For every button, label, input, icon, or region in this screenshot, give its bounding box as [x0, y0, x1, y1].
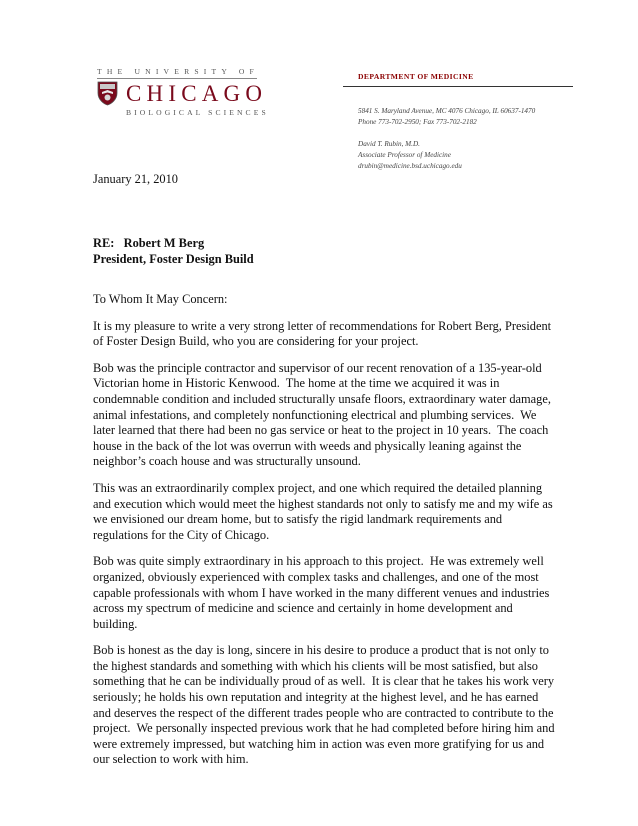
paragraph-line: neighbor’s coach house and was structurally unsound.	[93, 454, 361, 469]
sender-email: drubin@medicine.bsd.uchicago.edu	[358, 162, 462, 170]
paragraph-line: Bob is honest as the day is long, sincere in his desire to produce a product that is not only to	[93, 643, 549, 658]
body-paragraph	[93, 361, 549, 470]
logo-university-name: CHICAGO	[126, 81, 268, 106]
re-block	[93, 236, 254, 267]
re-line: RE: Robert M Berg	[93, 236, 205, 250]
paragraph-line: we envisioned our dream home, but to satisfy the rigid landmark requirements and	[93, 512, 503, 527]
department-phone-fax: Phone 773-702-2950; Fax 773-702-2182	[358, 118, 477, 126]
header-rule	[343, 86, 573, 87]
paragraph-line: and deserves the respect of the different trades people who are contracted to contribute to the	[93, 705, 554, 720]
re-title-line: President, Foster Design Build	[93, 251, 254, 266]
salutation: To Whom It May Concern:	[93, 292, 228, 306]
body-paragraph	[93, 318, 552, 350]
paragraph-line: Bob was quite simply extraordinary in his approach to this project. He was extremely well	[93, 554, 544, 569]
logo-university-line: THE UNIVERSITY OF	[97, 67, 259, 76]
body-paragraph	[93, 480, 553, 543]
paragraph-line: later learned that there had been no gas service or heat to the project in 10 years. The coach	[93, 423, 549, 438]
paragraph-line: It is my pleasure to write a very strong letter of recommendations for Robert Berg, President	[93, 318, 552, 333]
sender-name: David T. Rubin, M.D.	[358, 140, 420, 148]
paragraph-line: regulations for the City of Chicago.	[93, 527, 270, 542]
paragraph-line: project. We personally inspected previous work that he had completed before hiring him and	[93, 721, 555, 736]
paragraph-line: house in the back of the lot was overrun with weeds and physically leaning against the	[93, 438, 522, 453]
paragraph-line: This was an extraordinarily complex project, and one which required the detailed planning	[93, 480, 543, 495]
paragraph-line: of Foster Design Build, who you are considering for your project.	[93, 334, 419, 349]
paragraph-line: and execution which would meet the highest standards not only to satisfy me and my wife as	[93, 496, 553, 511]
sender-title: Associate Professor of Medicine	[358, 151, 451, 159]
department-name: DEPARTMENT OF MEDICINE	[358, 72, 474, 81]
paragraph-line: seriously; he holds his own reputation and integrity at the highest level, and he has earned	[93, 690, 539, 705]
paragraph-line: organized, obviously experienced with complex tasks and challenges, and one of the most	[93, 569, 539, 584]
logo-division: BIOLOGICAL SCIENCES	[126, 108, 269, 117]
paragraph-line: were extremely impressed, but watching him in action was even more gratifying for us and	[93, 736, 545, 751]
paragraph-line: the highest standards and something with which his clients will be most satisfied, but also	[93, 658, 538, 673]
paragraph-line: building.	[93, 616, 138, 631]
body-paragraph	[93, 554, 549, 632]
paragraph-line: Bob was the principle contractor and supervisor of our recent renovation of a 135-year-old	[93, 360, 542, 375]
paragraph-line: something that he can be individually proud of as well. It is clear that he takes his work very	[93, 674, 555, 689]
letter-date: January 21, 2010	[93, 172, 178, 186]
letter-body	[93, 292, 555, 779]
paragraph-line: capable professionals with whom I have worked in the many different venues and industries	[93, 585, 550, 600]
body-paragraph	[93, 643, 555, 768]
logo-rule	[97, 78, 257, 79]
department-address: 5841 S. Maryland Avenue, MC 4076 Chicago, IL 60637-1470	[358, 107, 536, 115]
university-logo	[95, 67, 295, 127]
body-paragraphs	[93, 318, 555, 768]
paragraph-line: Victorian home in Historic Kenwood. The home at the time we acquired it was in	[93, 376, 500, 391]
paragraph-line: our selection to work with him.	[93, 752, 249, 767]
paragraph-line: animal infestations, and completely nonfunctioning electrical and plumbing services. We	[93, 407, 537, 422]
paragraph-line: across my spectrum of medicine and science and certainly in home development and	[93, 601, 513, 616]
paragraph-line: condemnable condition and included structurally unsafe floors, extraordinary water damage,	[93, 391, 551, 406]
shield-icon	[97, 81, 118, 106]
